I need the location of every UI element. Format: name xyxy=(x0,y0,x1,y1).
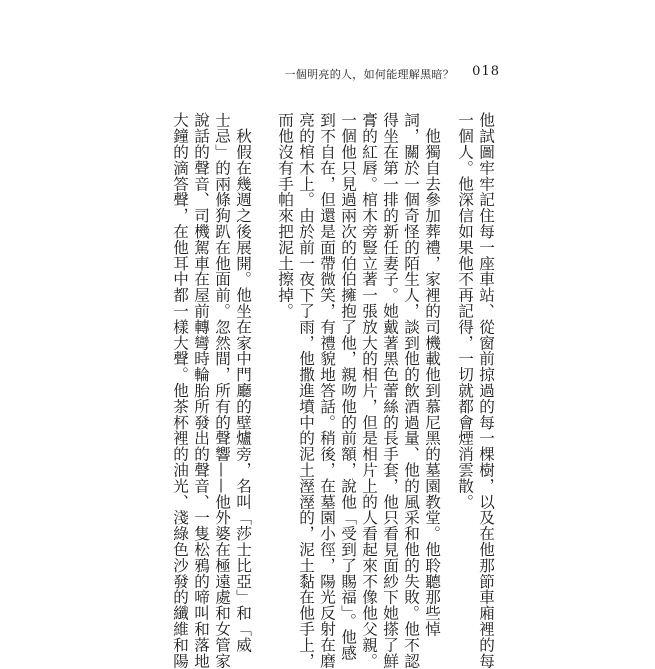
text-column: 亮的棺木上。由於前一夜下了雨，他撒進墳中的泥土溼溼的，泥土黏在他手上， xyxy=(297,112,315,669)
text-column: 詞，關於一個奇怪的陌生人，談到他的飲酒過量、他的風采和他的失敗。他不認 xyxy=(402,112,420,669)
text-column: 一個人。他深信如果他不再記得，一切就都會煙消雲散。 xyxy=(456,112,474,510)
text-column: 秋假在幾週之後展開。他坐在家中門廳的壁爐旁，名叫「莎士比亞」和「威 xyxy=(234,112,252,653)
text-column: 而他沒有手帕來把泥土擦掉。 xyxy=(276,112,294,319)
text-column: 士忌」的兩條狗趴在他面前。忽然間，所有的聲響——他外婆在極遠處和女管家 xyxy=(213,112,231,669)
text-column: 大鐘的滴答聲，在他耳中都一樣大聲。他茶杯裡的油光、淺綠色沙發的纖維和陽 xyxy=(171,112,189,669)
text-column: 說話的聲音、司機駕車在屋前轉彎時輪胎所發出的聲音、一隻松鴉的啼叫和落地 xyxy=(192,112,210,669)
text-column: 得坐在第一排的新任妻子。她戴著黑色蕾絲的長手套，他只看見面紗下她搽了鮮 xyxy=(381,112,399,669)
body-text xyxy=(150,112,495,669)
running-head xyxy=(284,64,500,84)
page-number: 018 xyxy=(472,64,500,79)
text-column: 他試圖牢牢記住每一座車站、從窗前掠過的每一棵樹，以及在他那節車廂裡的每 xyxy=(477,112,495,669)
text-column: 到不自在，但還是面帶微笑，有禮貌地答話。稍後，在墓園小徑，陽光反射在磨 xyxy=(318,112,336,669)
book-title: 一個明亮的人，如何能理解黑暗？ xyxy=(284,68,454,81)
text-column: 一個他只見過兩次的伯伯擁抱了他，親吻他的前額，說他「受到了賜福」。他感 xyxy=(339,112,357,661)
text-column: 他獨自去參加葬禮，家裡的司機載他到慕尼黑的墓園教堂。他聆聽那些悼 xyxy=(423,112,441,637)
text-column: 膏的紅唇。棺木旁豎立著一張放大的相片，但是相片上的人看起來不像他父親。 xyxy=(360,112,378,669)
